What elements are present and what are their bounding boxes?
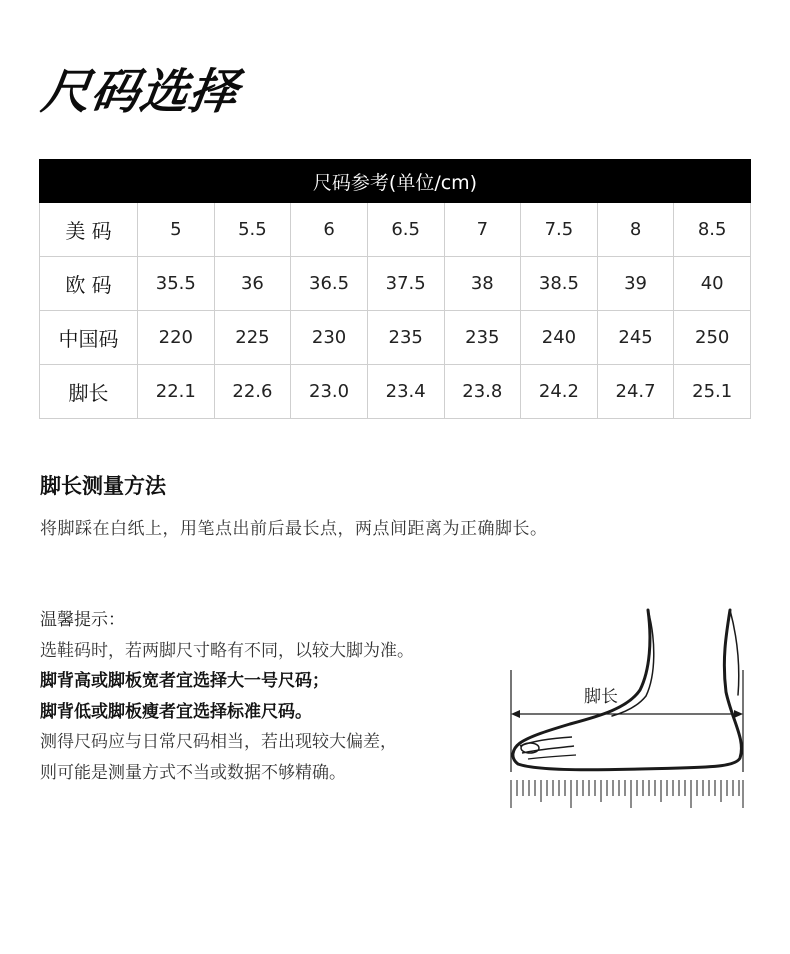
table-cell: 235	[367, 311, 444, 365]
table-header: 尺码参考(单位/cm)	[40, 160, 751, 203]
table-cell: 22.6	[214, 365, 291, 419]
table-cell: 5	[138, 203, 215, 257]
table-cell: 39	[597, 257, 674, 311]
table-cell: 5.5	[214, 203, 291, 257]
table-cell: 7	[444, 203, 521, 257]
tip-line: 则可能是测量方式不当或数据不够精确。	[40, 762, 346, 783]
foot-measure-figure	[500, 600, 760, 820]
row-label: 欧 码	[40, 257, 138, 311]
tip-line-bold: 脚背高或脚板宽者宜选择大一号尺码；	[40, 671, 329, 691]
measure-description: 将脚踩在白纸上，用笔点出前后最长点，两点间距离为正确脚长。	[40, 519, 548, 539]
table-cell: 240	[521, 311, 598, 365]
table-cell: 23.4	[367, 365, 444, 419]
table-row-cn	[40, 311, 751, 365]
tip-line: 选鞋码时，若两脚尺寸略有不同，以较大脚为准。	[40, 640, 414, 661]
table-cell: 250	[674, 311, 751, 365]
table-cell: 38	[444, 257, 521, 311]
table-cell: 38.5	[521, 257, 598, 311]
table-cell: 6.5	[367, 203, 444, 257]
tips-block	[40, 605, 490, 788]
figure-label: 脚长	[584, 687, 618, 707]
table-row-eu	[40, 257, 751, 311]
table-cell: 36.5	[291, 257, 368, 311]
table-cell: 23.8	[444, 365, 521, 419]
table-cell: 24.7	[597, 365, 674, 419]
measure-heading: 脚长测量方法	[40, 474, 166, 498]
tip-line: 测得尺码应与日常尺码相当，若出现较大偏差，	[40, 732, 397, 752]
table-cell: 6	[291, 203, 368, 257]
table-cell: 8	[597, 203, 674, 257]
tip-line-bold: 脚背低或脚板瘦者宜选择标准尺码。	[40, 701, 312, 722]
table-cell: 23.0	[291, 365, 368, 419]
table-cell: 220	[138, 311, 215, 365]
page-title: 尺码选择	[38, 64, 243, 120]
table-cell: 35.5	[138, 257, 215, 311]
table-cell: 36	[214, 257, 291, 311]
table-row-us	[40, 203, 751, 257]
table-cell: 24.2	[521, 365, 598, 419]
row-label: 美 码	[40, 203, 138, 257]
tips-title: 温馨提示：	[40, 610, 125, 630]
table-row-foot-length	[40, 365, 751, 419]
table-cell: 37.5	[367, 257, 444, 311]
size-table	[39, 159, 751, 419]
table-cell: 7.5	[521, 203, 598, 257]
row-label: 中国码	[40, 311, 138, 365]
table-cell: 40	[674, 257, 751, 311]
table-cell: 230	[291, 311, 368, 365]
table-cell: 8.5	[674, 203, 751, 257]
table-cell: 235	[444, 311, 521, 365]
size-chart	[39, 159, 751, 419]
table-cell: 25.1	[674, 365, 751, 419]
table-cell: 245	[597, 311, 674, 365]
table-cell: 225	[214, 311, 291, 365]
row-label: 脚长	[40, 365, 138, 419]
table-cell: 22.1	[138, 365, 215, 419]
foot-measure-illustration-icon	[500, 600, 760, 820]
